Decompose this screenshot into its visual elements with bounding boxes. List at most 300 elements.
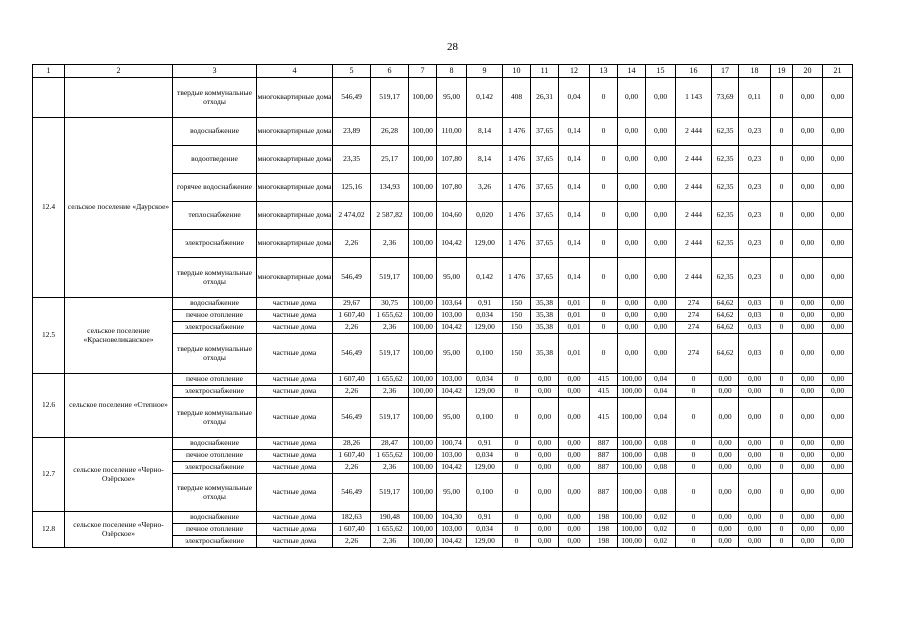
data-cell: 125,16 [333, 174, 371, 202]
data-cell: 2 444 [676, 230, 712, 258]
data-cell: 887 [590, 474, 618, 512]
data-cell: 95,00 [437, 398, 467, 438]
data-cell: 64,62 [712, 298, 739, 310]
data-cell: 0,14 [559, 202, 590, 230]
data-cell: 100,00 [409, 536, 437, 548]
data-cell: 35,38 [531, 298, 559, 310]
settlement-number: 12.5 [33, 298, 65, 374]
service-name: твердые коммунальные отходы [173, 78, 257, 118]
data-cell: 1 476 [503, 258, 531, 298]
data-cell: 2,26 [333, 536, 371, 548]
data-cell: 103,00 [437, 450, 467, 462]
data-cell: 0 [676, 398, 712, 438]
data-cell: 0,00 [712, 524, 739, 536]
data-cell: 150 [503, 310, 531, 322]
data-cell: 0 [590, 298, 618, 310]
data-cell: 0,00 [712, 536, 739, 548]
settlement-name: сельское поселение «Даурское» [65, 118, 173, 298]
settlement-name: сельское поселение «Черно-Озёрское» [65, 512, 173, 548]
data-cell: 0,00 [823, 174, 853, 202]
data-cell: 0,01 [559, 334, 590, 374]
data-cell: 0,00 [531, 536, 559, 548]
data-cell: 100,00 [618, 474, 646, 512]
housing-type: многоквартирные дома [257, 78, 333, 118]
data-cell: 0,00 [531, 450, 559, 462]
data-cell: 0,03 [739, 310, 771, 322]
housing-type: многоквартирные дома [257, 146, 333, 174]
data-cell: 546,49 [333, 258, 371, 298]
data-cell: 0,00 [646, 118, 676, 146]
data-cell: 0,00 [531, 398, 559, 438]
data-cell: 415 [590, 398, 618, 438]
data-cell: 0,00 [793, 474, 823, 512]
data-cell: 104,42 [437, 386, 467, 398]
data-cell: 519,17 [371, 258, 409, 298]
data-cell: 129,00 [467, 386, 503, 398]
data-cell: 0,00 [793, 230, 823, 258]
service-name: твердые коммунальные отходы [173, 398, 257, 438]
column-header-8: 8 [437, 65, 467, 78]
data-cell: 546,49 [333, 474, 371, 512]
data-cell: 0,04 [646, 374, 676, 386]
data-cell: 0 [771, 118, 793, 146]
data-cell: 0,00 [823, 298, 853, 310]
data-cell: 0,00 [823, 146, 853, 174]
column-header-2: 2 [65, 65, 173, 78]
data-cell: 0,00 [531, 524, 559, 536]
data-cell: 103,00 [437, 524, 467, 536]
data-cell: 23,89 [333, 118, 371, 146]
data-cell: 100,00 [409, 334, 437, 374]
service-name: электроснабжение [173, 386, 257, 398]
data-cell: 190,48 [371, 512, 409, 524]
data-cell: 546,49 [333, 398, 371, 438]
data-cell: 0,00 [531, 512, 559, 524]
data-cell: 0 [676, 374, 712, 386]
data-cell: 0 [676, 386, 712, 398]
data-cell: 0 [771, 474, 793, 512]
housing-type: частные дома [257, 322, 333, 334]
data-cell: 274 [676, 322, 712, 334]
data-cell: 0,00 [793, 398, 823, 438]
data-cell: 0,00 [793, 118, 823, 146]
data-cell: 0,00 [793, 78, 823, 118]
data-cell: 0,020 [467, 202, 503, 230]
data-cell: 0 [771, 258, 793, 298]
data-cell: 2 587,82 [371, 202, 409, 230]
data-cell: 150 [503, 334, 531, 374]
service-name: водоснабжение [173, 118, 257, 146]
data-cell: 1 655,62 [371, 524, 409, 536]
data-cell: 0,034 [467, 524, 503, 536]
data-cell: 150 [503, 322, 531, 334]
data-cell: 0 [771, 398, 793, 438]
data-cell: 0 [503, 374, 531, 386]
data-cell: 0,03 [739, 322, 771, 334]
data-cell: 37,65 [531, 202, 559, 230]
service-name: твердые коммунальные отходы [173, 258, 257, 298]
data-cell: 0,00 [646, 258, 676, 298]
data-cell: 519,17 [371, 78, 409, 118]
data-cell: 0,00 [531, 386, 559, 398]
data-cell: 2,36 [371, 462, 409, 474]
data-cell: 100,00 [409, 298, 437, 310]
data-cell: 0 [771, 334, 793, 374]
data-cell: 2,26 [333, 386, 371, 398]
data-cell: 37,65 [531, 174, 559, 202]
column-header-7: 7 [409, 65, 437, 78]
data-cell: 0 [676, 438, 712, 450]
column-header-20: 20 [793, 65, 823, 78]
data-cell: 3,26 [467, 174, 503, 202]
service-name: водоснабжение [173, 438, 257, 450]
data-cell: 0,00 [823, 474, 853, 512]
data-cell: 0,00 [793, 202, 823, 230]
data-cell: 100,00 [409, 512, 437, 524]
data-cell: 519,17 [371, 474, 409, 512]
data-cell: 0 [771, 146, 793, 174]
data-cell: 0 [771, 524, 793, 536]
data-cell: 95,00 [437, 258, 467, 298]
data-cell: 0,00 [559, 374, 590, 386]
data-cell: 0,11 [739, 78, 771, 118]
header-row [33, 65, 853, 78]
data-cell: 35,38 [531, 322, 559, 334]
data-cell: 100,00 [618, 512, 646, 524]
column-header-9: 9 [467, 65, 503, 78]
settlement-name: сельское поселение «Черно-Озёрское» [65, 438, 173, 512]
data-cell: 0,04 [646, 386, 676, 398]
data-cell: 0,00 [823, 536, 853, 548]
table-row [33, 78, 853, 118]
data-cell: 100,00 [409, 118, 437, 146]
data-cell: 198 [590, 524, 618, 536]
data-cell: 0 [590, 334, 618, 374]
data-cell: 0,00 [793, 524, 823, 536]
data-cell: 0 [590, 146, 618, 174]
housing-type: частные дома [257, 438, 333, 450]
table-row [33, 298, 853, 310]
table-row [33, 512, 853, 524]
service-name: электроснабжение [173, 322, 257, 334]
data-cell: 0,00 [739, 450, 771, 462]
data-cell: 100,00 [618, 536, 646, 548]
data-cell: 0 [503, 462, 531, 474]
data-cell: 1 607,40 [333, 450, 371, 462]
housing-type: частные дома [257, 524, 333, 536]
data-cell: 0,00 [531, 474, 559, 512]
data-cell: 104,42 [437, 230, 467, 258]
data-cell: 0 [590, 322, 618, 334]
data-cell: 0,00 [618, 202, 646, 230]
data-cell: 100,00 [409, 524, 437, 536]
service-name: электроснабжение [173, 536, 257, 548]
data-cell: 100,00 [618, 374, 646, 386]
data-cell: 0 [503, 450, 531, 462]
data-cell: 0,23 [739, 146, 771, 174]
settlement-number [33, 78, 65, 118]
data-cell: 100,00 [618, 450, 646, 462]
table-body [33, 78, 853, 548]
data-cell: 0 [590, 78, 618, 118]
data-cell: 0 [676, 462, 712, 474]
data-cell: 519,17 [371, 398, 409, 438]
data-cell: 0,14 [559, 174, 590, 202]
data-cell: 0,00 [793, 536, 823, 548]
data-cell: 0,00 [823, 118, 853, 146]
settlement-name: сельское поселение «Красновеликанское» [65, 298, 173, 374]
housing-type: частные дома [257, 298, 333, 310]
data-cell: 0,034 [467, 450, 503, 462]
data-cell: 0,00 [559, 386, 590, 398]
data-cell: 0,00 [793, 322, 823, 334]
data-cell: 887 [590, 450, 618, 462]
data-cell: 0,23 [739, 174, 771, 202]
data-cell: 2 444 [676, 202, 712, 230]
data-cell: 0,08 [646, 450, 676, 462]
data-cell: 103,00 [437, 310, 467, 322]
data-cell: 0,08 [646, 462, 676, 474]
column-header-12: 12 [559, 65, 590, 78]
data-cell: 100,00 [409, 474, 437, 512]
data-cell: 1 607,40 [333, 524, 371, 536]
data-cell: 62,35 [712, 174, 739, 202]
service-name: водоснабжение [173, 512, 257, 524]
data-cell: 100,00 [409, 230, 437, 258]
column-header-14: 14 [618, 65, 646, 78]
data-cell: 0,00 [531, 438, 559, 450]
column-header-3: 3 [173, 65, 257, 78]
data-cell: 129,00 [467, 462, 503, 474]
data-cell: 0,00 [712, 512, 739, 524]
data-cell: 0,02 [646, 512, 676, 524]
data-cell: 100,74 [437, 438, 467, 450]
tariff-table [32, 64, 853, 548]
column-header-21: 21 [823, 65, 853, 78]
column-header-17: 17 [712, 65, 739, 78]
data-cell: 0 [590, 202, 618, 230]
data-cell: 0,00 [823, 386, 853, 398]
data-cell: 95,00 [437, 474, 467, 512]
data-cell: 0,100 [467, 334, 503, 374]
data-cell: 0,14 [559, 230, 590, 258]
data-cell: 0,00 [646, 78, 676, 118]
data-cell: 0,00 [739, 474, 771, 512]
service-name: твердые коммунальные отходы [173, 334, 257, 374]
data-cell: 100,00 [618, 462, 646, 474]
data-cell: 0 [503, 512, 531, 524]
settlement-name: сельское поселение «Степное» [65, 374, 173, 438]
data-cell: 0 [771, 462, 793, 474]
data-cell: 887 [590, 438, 618, 450]
data-cell: 0 [771, 230, 793, 258]
data-cell: 0 [676, 450, 712, 462]
data-cell: 100,00 [409, 386, 437, 398]
data-cell: 62,35 [712, 202, 739, 230]
data-cell: 0 [590, 258, 618, 298]
data-cell: 100,00 [409, 202, 437, 230]
data-cell: 0,100 [467, 398, 503, 438]
data-cell: 0,00 [823, 450, 853, 462]
data-cell: 8,14 [467, 118, 503, 146]
data-cell: 0,01 [559, 298, 590, 310]
settlement-name [65, 78, 173, 118]
data-cell: 0,00 [646, 146, 676, 174]
data-cell: 129,00 [467, 322, 503, 334]
column-header-16: 16 [676, 65, 712, 78]
data-cell: 0,91 [467, 512, 503, 524]
data-cell: 0,91 [467, 298, 503, 310]
data-cell: 415 [590, 374, 618, 386]
data-cell: 100,00 [409, 174, 437, 202]
data-cell: 0 [771, 386, 793, 398]
data-cell: 0 [590, 118, 618, 146]
data-cell: 0,00 [823, 398, 853, 438]
data-cell: 0,00 [739, 524, 771, 536]
data-cell: 2 444 [676, 174, 712, 202]
data-cell: 0 [503, 386, 531, 398]
housing-type: частные дома [257, 386, 333, 398]
data-cell: 0,142 [467, 258, 503, 298]
data-cell: 0 [503, 536, 531, 548]
data-cell: 0,00 [739, 398, 771, 438]
data-cell: 0,00 [739, 536, 771, 548]
data-cell: 0,00 [793, 512, 823, 524]
data-cell: 0,00 [618, 146, 646, 174]
data-cell: 23,35 [333, 146, 371, 174]
data-cell: 0,00 [793, 310, 823, 322]
data-cell: 0,00 [823, 524, 853, 536]
service-name: печное отопление [173, 524, 257, 536]
data-cell: 0,00 [739, 386, 771, 398]
data-cell: 35,38 [531, 310, 559, 322]
data-cell: 0,00 [646, 310, 676, 322]
data-cell: 0,00 [618, 230, 646, 258]
data-cell: 0 [590, 174, 618, 202]
data-cell: 0,00 [559, 398, 590, 438]
data-cell: 0 [590, 230, 618, 258]
data-cell: 0,00 [559, 536, 590, 548]
data-cell: 1 143 [676, 78, 712, 118]
data-cell: 62,35 [712, 118, 739, 146]
data-cell: 62,35 [712, 258, 739, 298]
data-cell: 0,00 [793, 298, 823, 310]
data-cell: 0 [771, 512, 793, 524]
data-cell: 546,49 [333, 334, 371, 374]
data-cell: 30,75 [371, 298, 409, 310]
data-cell: 0,00 [531, 374, 559, 386]
data-cell: 100,00 [409, 438, 437, 450]
data-cell: 415 [590, 386, 618, 398]
housing-type: частные дома [257, 398, 333, 438]
data-cell: 274 [676, 310, 712, 322]
data-cell: 0,00 [739, 374, 771, 386]
data-cell: 2,36 [371, 386, 409, 398]
data-cell: 100,00 [409, 374, 437, 386]
data-cell: 1 476 [503, 174, 531, 202]
data-cell: 0,00 [793, 438, 823, 450]
data-cell: 0,00 [712, 398, 739, 438]
data-cell: 0,02 [646, 524, 676, 536]
data-cell: 0,08 [646, 438, 676, 450]
data-cell: 103,00 [437, 374, 467, 386]
settlement-number: 12.8 [33, 512, 65, 548]
data-cell: 100,00 [409, 462, 437, 474]
data-cell: 0 [503, 524, 531, 536]
data-cell: 134,93 [371, 174, 409, 202]
data-cell: 64,62 [712, 322, 739, 334]
data-cell: 0,02 [646, 536, 676, 548]
data-cell: 0,00 [618, 298, 646, 310]
data-cell: 0,23 [739, 258, 771, 298]
data-cell: 0,00 [823, 512, 853, 524]
data-cell: 100,00 [618, 524, 646, 536]
data-cell: 100,00 [618, 438, 646, 450]
data-cell: 0,00 [739, 462, 771, 474]
data-cell: 0,23 [739, 118, 771, 146]
data-cell: 37,65 [531, 258, 559, 298]
data-cell: 0 [771, 536, 793, 548]
data-cell: 37,65 [531, 146, 559, 174]
data-cell: 1 607,40 [333, 374, 371, 386]
data-cell: 100,00 [409, 258, 437, 298]
data-cell: 100,00 [409, 78, 437, 118]
data-cell: 0 [771, 298, 793, 310]
data-cell: 103,64 [437, 298, 467, 310]
data-cell: 104,42 [437, 322, 467, 334]
column-header-4: 4 [257, 65, 333, 78]
housing-type: частные дома [257, 334, 333, 374]
data-cell: 0,00 [559, 438, 590, 450]
data-cell: 0,01 [559, 322, 590, 334]
data-cell: 0,00 [618, 78, 646, 118]
data-cell: 0,04 [559, 78, 590, 118]
column-header-1: 1 [33, 65, 65, 78]
data-cell: 29,67 [333, 298, 371, 310]
data-cell: 8,14 [467, 146, 503, 174]
data-cell: 0,00 [823, 334, 853, 374]
data-cell: 37,65 [531, 230, 559, 258]
housing-type: частные дома [257, 474, 333, 512]
housing-type: многоквартирные дома [257, 230, 333, 258]
data-cell: 129,00 [467, 536, 503, 548]
data-cell: 0,04 [646, 398, 676, 438]
data-cell: 0,03 [739, 334, 771, 374]
data-cell: 0,00 [559, 512, 590, 524]
column-header-10: 10 [503, 65, 531, 78]
data-cell: 0,00 [793, 450, 823, 462]
data-cell: 0,00 [823, 230, 853, 258]
data-cell: 0,00 [793, 174, 823, 202]
data-cell: 129,00 [467, 230, 503, 258]
data-cell: 0 [771, 78, 793, 118]
housing-type: многоквартирные дома [257, 258, 333, 298]
service-name: электроснабжение [173, 230, 257, 258]
data-cell: 0,08 [646, 474, 676, 512]
data-cell: 182,63 [333, 512, 371, 524]
data-cell: 2 444 [676, 118, 712, 146]
service-name: печное отопление [173, 374, 257, 386]
data-cell: 2,26 [333, 462, 371, 474]
data-cell: 1 476 [503, 202, 531, 230]
data-cell: 0,00 [646, 230, 676, 258]
column-header-15: 15 [646, 65, 676, 78]
data-cell: 100,00 [618, 386, 646, 398]
data-cell: 0,00 [823, 462, 853, 474]
data-cell: 0,00 [793, 146, 823, 174]
housing-type: частные дома [257, 462, 333, 474]
data-cell: 0 [771, 310, 793, 322]
